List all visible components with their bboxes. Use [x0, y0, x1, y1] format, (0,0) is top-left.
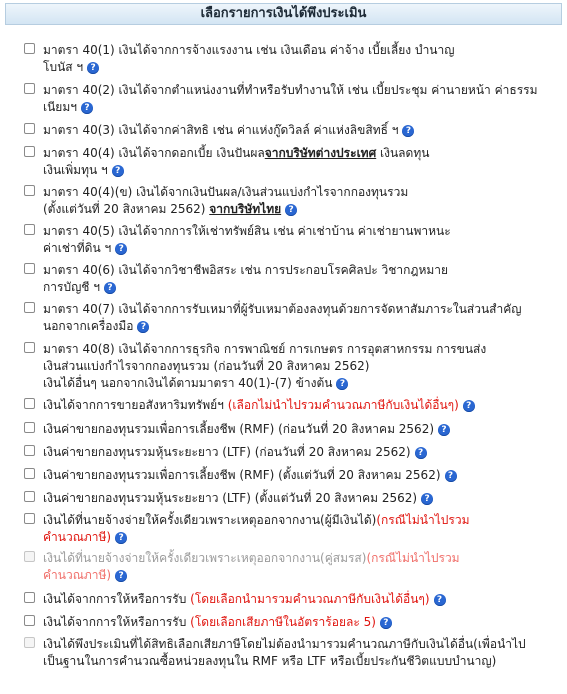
income-item-40-6	[24, 262, 559, 296]
checkbox-separate-tax	[24, 637, 35, 648]
help-icon[interactable]: ?	[415, 447, 427, 459]
item-label-cont2: เงินได้อื่นๆ นอกจากเงินได้ตามมาตรา 40(1)-(7) ข้างต้น	[43, 376, 333, 390]
item-label: เงินได้ที่นายจ้างจ่ายให้ครั้งเดียวเพราะเหตุออกจากงาน(คู่สมรส)	[43, 551, 367, 565]
help-icon[interactable]: ?	[402, 125, 414, 137]
item-label-cont: เงินเพิ่มทุน ฯ	[43, 163, 108, 177]
checkbox-40-2[interactable]	[24, 83, 35, 94]
help-icon[interactable]: ?	[434, 594, 446, 606]
item-label: เงินได้พึงประเมินที่ได้สิทธิเลือกเสียภาษีโดยไม่ต้องนำมารวมคำนวณภาษีกับเงินได้อื่น(เพื่อนำไป	[43, 637, 526, 651]
checkbox-rmf-before[interactable]	[24, 422, 35, 433]
income-item-40-7	[24, 301, 559, 335]
item-label-end: เงินลดทุน	[376, 146, 430, 160]
checkbox-40-4[interactable]	[24, 146, 35, 157]
item-note-cont: คำนวณภาษี)	[43, 530, 112, 544]
help-icon[interactable]: ?	[115, 243, 127, 255]
help-icon[interactable]: ?	[115, 570, 127, 582]
income-item-severance-self	[24, 512, 559, 546]
income-item-40-5	[24, 223, 559, 257]
item-label: มาตรา 40(8) เงินได้จากการธุรกิจ การพาณิชย์ การเกษตร การอุตสาหกรรม การขนส่ง	[43, 342, 487, 356]
help-icon[interactable]: ?	[81, 102, 93, 114]
item-label: เงินได้จากการขายอสังหาริมทรัพย์ฯ	[43, 398, 224, 412]
help-icon[interactable]: ?	[445, 470, 457, 482]
income-item-40-1	[24, 42, 559, 76]
item-label: มาตรา 40(7) เงินได้จากการรับเหมาที่ผู้รับเหมาต้องลงทุนด้วยการจัดหาสัมภาระในส่วนสำคัญ	[43, 302, 522, 316]
item-label: เงินค่าขายกองทุนรวมเพื่อการเลี้ยงชีพ (RMF) (ตั้งแต่วันที่ 20 สิงหาคม 2562)	[43, 468, 441, 482]
income-item-ltf-before	[24, 444, 559, 461]
checkbox-40-8[interactable]	[24, 342, 35, 353]
item-label-cont: เนียมฯ	[43, 100, 77, 114]
item-note: (เลือกไม่นำไปรวมคำนวณภาษีกับเงินได้อื่นๆ)	[227, 398, 459, 412]
checkbox-severance-self[interactable]	[24, 513, 35, 524]
item-label: เงินได้จากการให้หรือการรับ	[43, 592, 187, 606]
income-item-40-4b	[24, 184, 559, 218]
income-item-40-3	[24, 122, 559, 139]
checkbox-40-3[interactable]	[24, 123, 35, 134]
help-icon[interactable]: ?	[336, 378, 348, 390]
item-label-cont: โบนัส ฯ	[43, 60, 84, 74]
item-note: (โดยเลือกนำมารวมคำนวณภาษีกับเงินได้อื่นๆ)	[190, 592, 430, 606]
item-note-cont: คำนวณภาษี)	[43, 568, 112, 582]
help-icon[interactable]: ?	[104, 282, 116, 294]
item-label: เงินค่าขายกองทุนรวมหุ้นระยะยาว (LTF) (ก่อนวันที่ 20 สิงหาคม 2562)	[43, 445, 411, 459]
checkbox-40-7[interactable]	[24, 302, 35, 313]
item-label: มาตรา 40(6) เงินได้จากวิชาชีพอิสระ เช่น การประกอบโรคศิลปะ วิชากฎหมาย	[43, 263, 449, 277]
item-label: เงินค่าขายกองทุนรวมเพื่อการเลี้ยงชีพ (RMF) (ก่อนวันที่ 20 สิงหาคม 2562)	[43, 422, 435, 436]
help-icon[interactable]: ?	[137, 321, 149, 333]
item-label: มาตรา 40(4) เงินได้จากดอกเบี้ย เงินปันผล	[43, 146, 265, 160]
item-label-cont: ค่าเช่าที่ดิน ฯ	[43, 241, 112, 255]
item-label-cont: เป็นฐานในการคำนวณซื้อหน่วยลงทุนใน RMF หรือ LTF หรือเบี้ยประกันชีวิตแบบบำนาญ)	[43, 654, 497, 668]
item-label: เงินได้ที่นายจ้างจ่ายให้ครั้งเดียวเพราะเหตุออกจากงาน(ผู้มีเงินได้)	[43, 513, 377, 527]
item-label: มาตรา 40(4)(ข) เงินได้จากเงินปันผล/เงินส่วนแบ่งกำไรจากกองทุนรวม	[43, 185, 409, 199]
income-item-separate-tax	[24, 636, 559, 670]
checkbox-gift-5pct[interactable]	[24, 615, 35, 626]
item-label: เงินได้จากการให้หรือการรับ	[43, 615, 187, 629]
checkbox-real-estate[interactable]	[24, 398, 35, 409]
help-icon[interactable]: ?	[115, 532, 127, 544]
income-item-ltf-since	[24, 490, 559, 507]
help-icon[interactable]: ?	[463, 400, 475, 412]
help-icon[interactable]: ?	[421, 493, 433, 505]
checkbox-gift-combine[interactable]	[24, 592, 35, 603]
item-label: มาตรา 40(5) เงินได้จากการให้เช่าทรัพย์สิน เช่น ค่าเช่าบ้าน ค่าเช่ายานพาหนะ	[43, 224, 451, 238]
checkbox-severance-spouse	[24, 551, 35, 562]
item-label: มาตรา 40(1) เงินได้จากการจ้างแรงงาน เช่น เงินเดือน ค่าจ้าง เบี้ยเลี้ยง บำนาญ	[43, 43, 455, 57]
help-icon[interactable]: ?	[285, 204, 297, 216]
checkbox-rmf-since[interactable]	[24, 468, 35, 479]
item-note: (โดยเลือกเสียภาษีในอัตราร้อยละ 5)	[190, 615, 376, 629]
item-note: (กรณีไม่นำไปรวม	[376, 513, 470, 527]
checkbox-ltf-before[interactable]	[24, 445, 35, 456]
section-title: เลือกรายการเงินได้พึงประเมิน	[200, 6, 367, 21]
income-item-gift-combine	[24, 591, 559, 608]
item-label-cont: นอกจากเครื่องมือ	[43, 319, 134, 333]
checkbox-40-6[interactable]	[24, 263, 35, 274]
income-item-rmf-since	[24, 467, 559, 484]
help-icon[interactable]: ?	[112, 165, 124, 177]
income-item-rmf-before	[24, 421, 559, 438]
checkbox-ltf-since[interactable]	[24, 491, 35, 502]
checkbox-40-5[interactable]	[24, 224, 35, 235]
checkbox-40-1[interactable]	[24, 43, 35, 54]
item-label: เงินค่าขายกองทุนรวมหุ้นระยะยาว (LTF) (ตั้งแต่วันที่ 20 สิงหาคม 2562)	[43, 491, 418, 505]
foreign-company-label: จากบริษัทต่างประเทศ	[264, 146, 377, 160]
income-item-40-2	[24, 82, 559, 116]
income-item-real-estate	[24, 397, 559, 414]
help-icon[interactable]: ?	[380, 617, 392, 629]
item-label-cont: การบัญชี ฯ	[43, 280, 100, 294]
income-item-40-4	[24, 145, 559, 179]
thai-company-label: จากบริษัทไทย	[209, 202, 282, 216]
item-label: มาตรา 40(3) เงินได้จากค่าสิทธิ เช่น ค่าแห่งกู๊ดวิลล์ ค่าแห่งลิขสิทธิ์ ฯ	[43, 123, 399, 137]
item-label: มาตรา 40(2) เงินได้จากตำแหน่งงานที่ทำหรือรับทำงานให้ เช่น เบี้ยประชุม ค่านายหน้า ค่าธรรม	[43, 83, 538, 97]
item-label-cont: (ตั้งแต่วันที่ 20 สิงหาคม 2562)	[43, 202, 210, 216]
checkbox-40-4b[interactable]	[24, 185, 35, 196]
item-note: (กรณีไม่นำไปรวม	[366, 551, 460, 565]
help-icon[interactable]: ?	[438, 424, 450, 436]
help-icon[interactable]: ?	[87, 62, 99, 74]
income-item-severance-spouse	[24, 550, 559, 584]
income-item-40-8	[24, 341, 559, 392]
item-label-cont: เงินส่วนแบ่งกำไรจากกองทุนรวม (ก่อนวันที่ 20 สิงหาคม 2562)	[43, 359, 370, 373]
income-item-gift-5pct	[24, 614, 559, 631]
